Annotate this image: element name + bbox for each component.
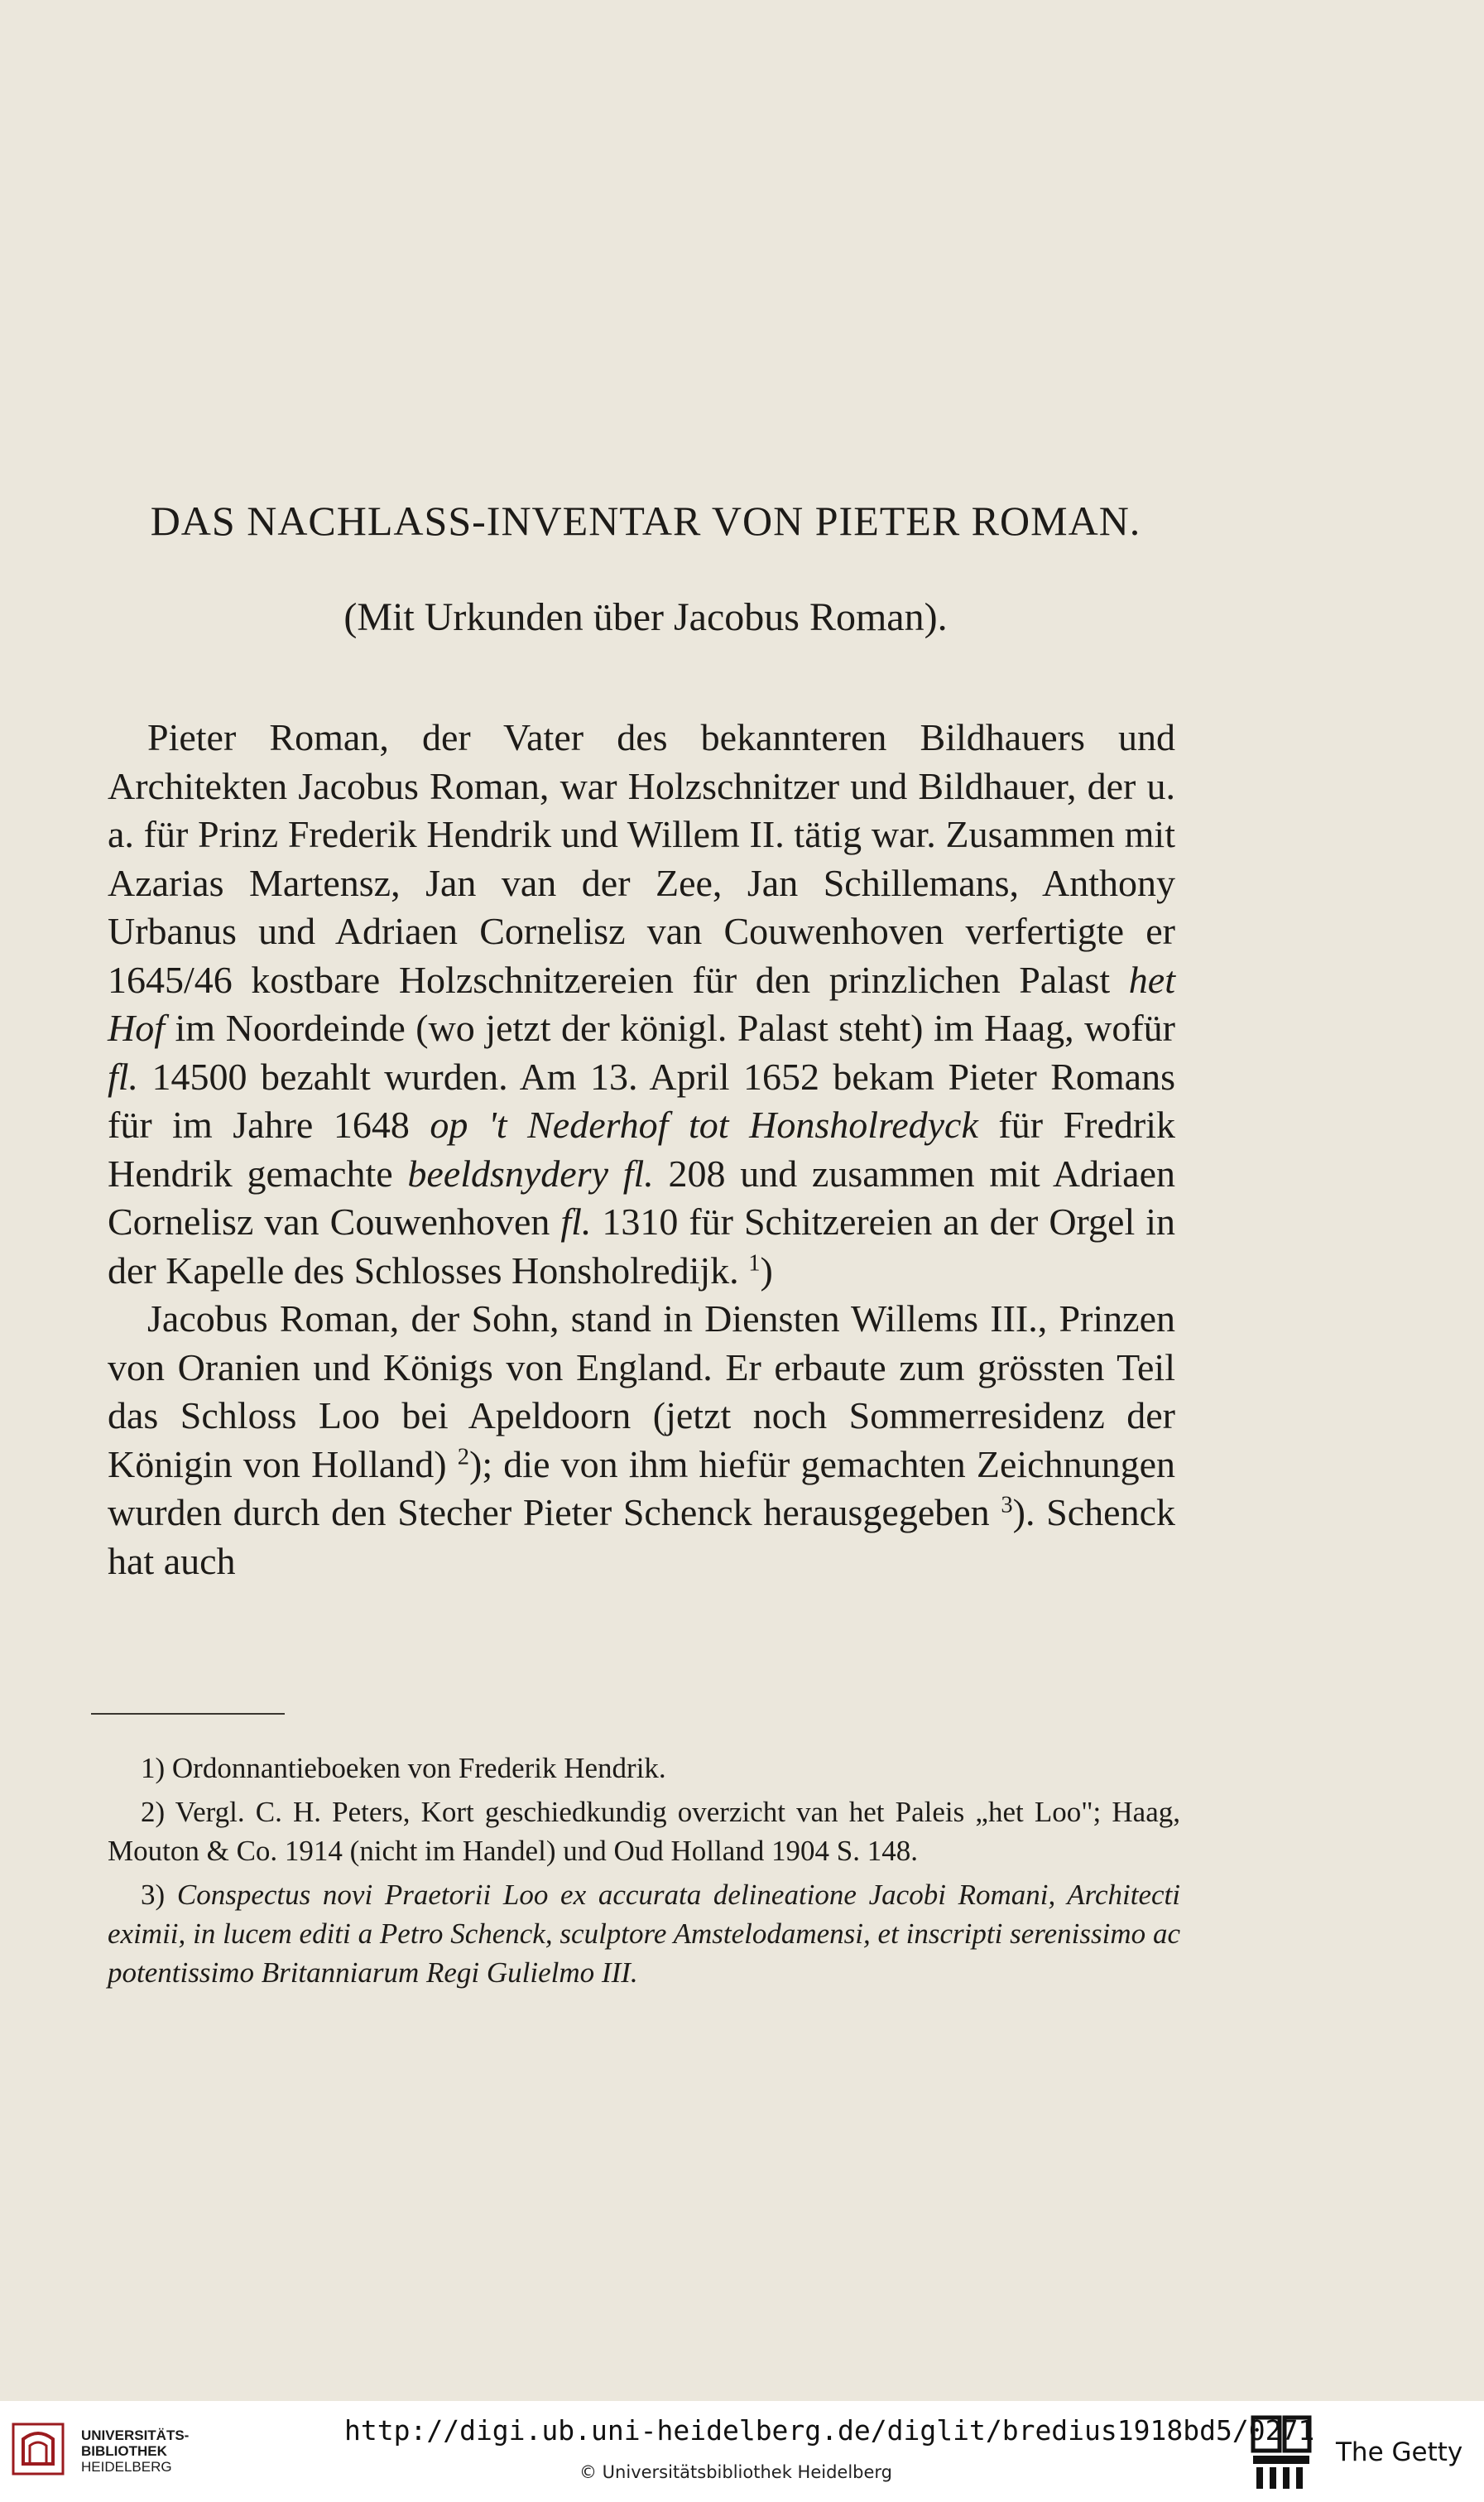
footnote-ref-2: 2: [457, 1443, 470, 1470]
article-subtitle: (Mit Urkunden über Jacobus Roman).: [343, 595, 948, 639]
university-seal-icon: [12, 2423, 65, 2476]
permalink-url[interactable]: http://digi.ub.uni-heidelberg.de/diglit/bredius1918bd5/0271: [344, 2414, 1315, 2447]
footnote-3: 3) Conspectus novi Praetorii Loo ex accurata delineatione Jacobi Romani, Architecti eximii, in lucem editi a Petro Schenck, sculptore Amstelodamensi, et inscripti serenissimo ac potentissimo Britanniarum Regi Gulielmo III.: [108, 1879, 1180, 1989]
university-library-name: UNIVERSITÄTS- BIBLIOTHEK HEIDELBERG: [81, 2427, 190, 2475]
copyright-notice: © Universitätsbibliothek Heidelberg: [579, 2462, 893, 2482]
footnote-2: 2) Vergl. C. H. Peters, Kort geschiedkundig overzicht van het Paleis „het Loo"; Haag, Mouton & Co. 1914 (nicht im Handel) und Oud Holland 1904 S. 148.: [108, 1796, 1180, 1867]
paragraph-1: Pieter Roman, der Vater des bekannteren Bildhauers und Architekten Jacobus Roman, war Holzschnitzer und Bildhauer, der u. a. für Prinz Frederik Hendrik und Willem II. tätig war. Zusammen mit Azarias Martensz, Jan van der Zee, Jan Schillemans, Anthony Urbanus und Adriaen Cornelisz van Couwenhoven verfertigte er 1645/46 kostbare Holzschnitzereien für den prinzlichen Palast het Hof im Noordeinde (wo jetzt der königl. Palast steht) im Haag, wofür fl. 14500 bezahlt wurden. Am 13. April 1652 bekam Pieter Romans für im Jahre 1648 op 't Nederhof tot Honsholredyck für Fredrik Hendrik gemachte beeldsnydery fl. 208 und zusammen mit Adriaen Cornelisz van Couwenhoven fl. 1310 für Schitzereien an der Orgel in der Kapelle des Schlosses Honsholredijk. $^1$): [108, 716, 1175, 1292]
getty-logo-icon[interactable]: [1248, 2413, 1314, 2492]
footnote-ref-1: 1: [748, 1249, 761, 1276]
footnote-ref-3: 3: [1001, 1492, 1013, 1518]
footnotes: [108, 1749, 1180, 1997]
library-footer: [0, 2401, 1484, 2502]
university-library-logo[interactable]: [12, 2416, 210, 2490]
article-title: DAS NACHLASS-INVENTAR VON PIETER ROMAN.: [150, 498, 1141, 544]
getty-name: The Getty: [1336, 2437, 1463, 2467]
body-text: [108, 714, 1175, 1585]
paragraph-2: Jacobus Roman, der Sohn, stand in Diensten Willems III., Prinzen von Oranien und Königs von England. Er erbaute zum grössten Teil das Schloss Loo bei Apeldoorn (jetzt noch Sommerresidenz der Königin von Holland) $^2$); die von ihm hiefür gemachten Zeichnungen wurden durch den Stecher Pieter Schenck herausgegeben $^3$). Schenck hat auch: [108, 1297, 1175, 1582]
footnote-separator: [91, 1713, 285, 1715]
footnote-1: 1) Ordonnantieboeken von Frederik Hendrik.: [141, 1752, 666, 1784]
